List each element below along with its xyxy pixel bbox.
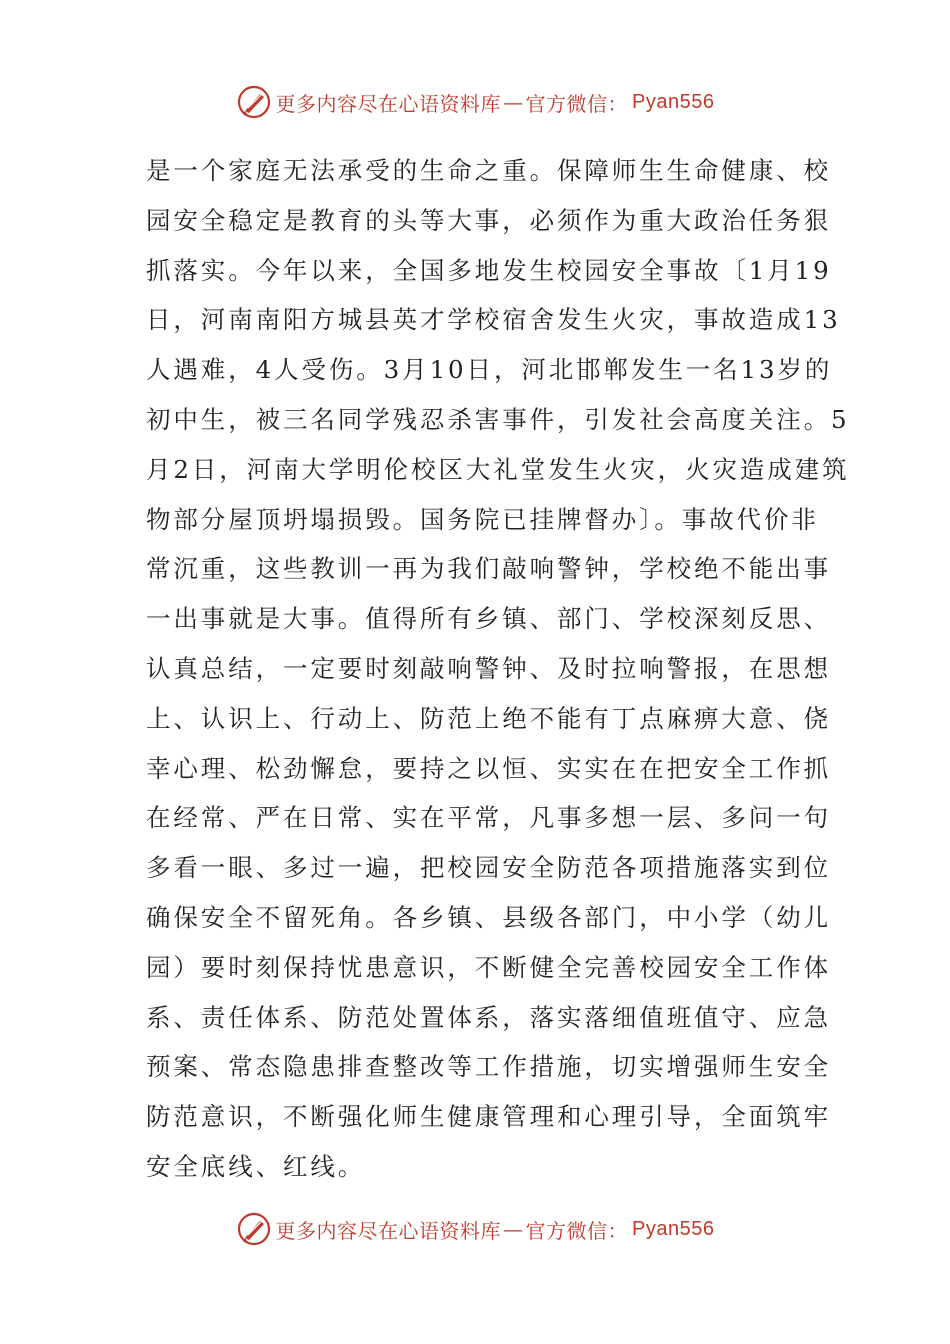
body-line: 防范意识，不断强化师生健康管理和心理引导，全面筑牢 xyxy=(146,1102,831,1132)
body-line: 幸心理、松劲懈怠，要持之以恒、实实在在把安全工作抓 xyxy=(146,753,831,783)
body-line: 安全底线、红线。 xyxy=(146,1151,366,1181)
header-watermark xyxy=(0,82,950,122)
body-line: 园）要时刻保持忧患意识，不断健全完善校园安全工作体 xyxy=(146,952,831,982)
watermark-site-text: 更多内容尽在心语资料库 xyxy=(275,1218,502,1243)
body-line: 多看一眼、多过一遍，把校园安全防范各项措施落实到位 xyxy=(146,853,831,883)
body-line: 在经常、严在日常、实在平常，凡事多想一层、多问一句 xyxy=(146,803,831,833)
body-line: 人遇难，4人受伤。3月10日，河北邯郸发生一名13岁的 xyxy=(146,355,833,385)
footer-watermark xyxy=(0,1209,950,1249)
watermark-wechat-label: 官方微信： xyxy=(525,1218,629,1243)
body-line: 物部分屋顶坍塌损毁。国务院已挂牌督办〕。事故代价非 xyxy=(146,504,819,534)
watermark-wechat-label: 官方微信： xyxy=(525,91,629,116)
body-line: 认真总结，一定要时刻敲响警钟、及时拉响警报，在思想 xyxy=(146,653,831,683)
body-line: 是一个家庭无法承受的生命之重。保障师生生命健康、校 xyxy=(146,156,831,185)
watermark-dash: — xyxy=(503,90,524,114)
watermark-wechat-id: Pyan556 xyxy=(632,90,715,113)
watermark-site-text: 更多内容尽在心语资料库 xyxy=(275,91,502,116)
body-line: 月2日，河南大学明伦校区大礼堂发生火灾，火灾造成建筑 xyxy=(146,454,850,484)
body-line: 系、责任体系、防范处置体系，落实落细值班值守、应急 xyxy=(146,1002,831,1032)
body-line: 确保安全不留死角。各乡镇、县级各部门，中小学（幼儿 xyxy=(146,902,831,932)
fountain-pen-logo-icon xyxy=(236,84,272,120)
body-line: 初中生，被三名同学残忍杀害事件，引发社会高度关注。5 xyxy=(146,404,850,434)
body-line: 日，河南南阳方城县英才学校宿舍发生火灾，事故造成13 xyxy=(146,305,841,335)
body-line: 上、认识上、行动上、防范上绝不能有丁点麻痹大意、侥 xyxy=(146,703,831,733)
body-line: 一出事就是大事。值得所有乡镇、部门、学校深刻反思、 xyxy=(146,604,831,634)
body-line: 预案、常态隐患排查整改等工作措施，切实增强师生安全 xyxy=(146,1052,831,1082)
body-line: 抓落实。今年以来，全国多地发生校园安全事故〔1月19 xyxy=(146,255,832,285)
body-line: 常沉重，这些教训一再为我们敲响警钟，学校绝不能出事 xyxy=(146,554,831,584)
watermark-wechat-id: Pyan556 xyxy=(632,1217,715,1240)
watermark-dash: — xyxy=(503,1217,524,1241)
fountain-pen-logo-icon xyxy=(236,1211,272,1247)
document-body xyxy=(146,146,850,1192)
body-line: 园安全稳定是教育的头等大事，必须作为重大政治任务狠 xyxy=(146,205,831,235)
